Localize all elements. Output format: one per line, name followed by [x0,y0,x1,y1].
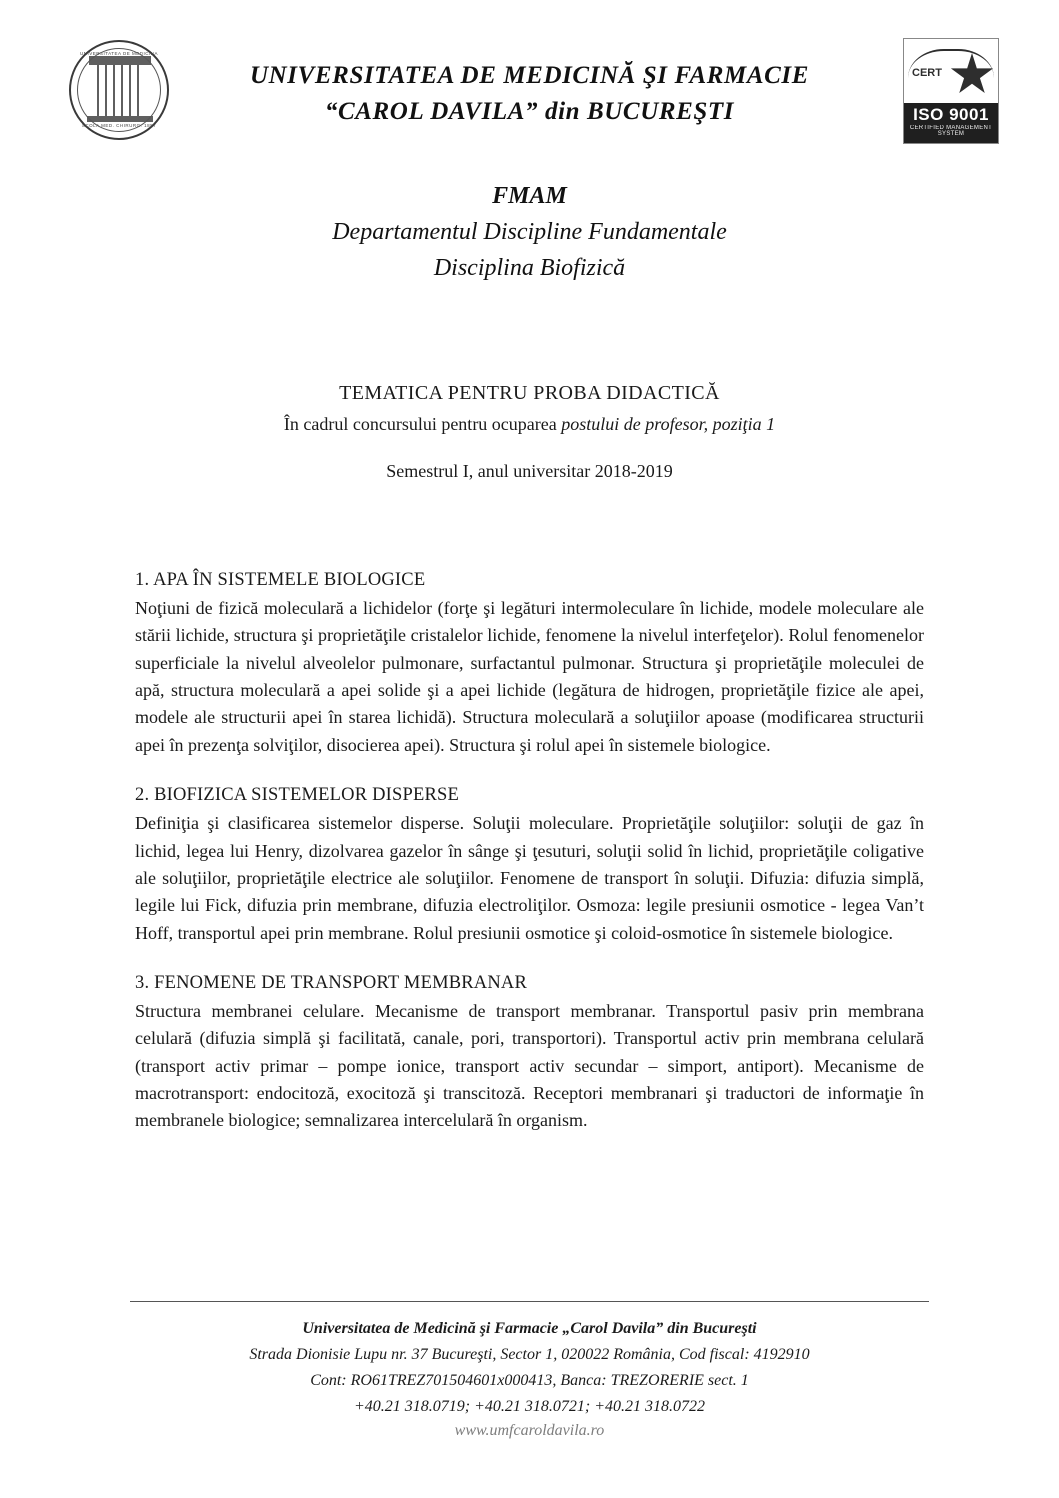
section-3 [135,973,924,1135]
content-body [60,570,999,1135]
document-header [60,34,999,146]
cert-mark [904,45,998,107]
seal-text-bottom: SCOLA MED. CHIRURG. 1857 [81,123,157,128]
page-title: TEMATICA PENTRU PROBA DIDACTICĂ [339,382,720,404]
university-title [178,34,881,129]
section-1 [135,570,924,759]
footer-phones: +40.21 318.0719; +40.21 318.0721; +40.21 318.0722 [353,1398,706,1416]
seal-text-top: UNIVERSITATEA DE MEDICINA [79,51,159,56]
section-3-title: 3. FENOMENE DE TRANSPORT MEMBRANAR [135,972,528,993]
subject-block [60,382,999,482]
seal-building-icon [91,64,149,116]
footer-university: Universitatea de Medicină şi Farmacie „Carol Davila” din Bucureşti [302,1320,757,1338]
department-name: Departamentul Discipline Fundamentale [332,219,727,245]
university-seal-container [60,34,178,140]
section-1-body: Noţiuni de fizică moleculară a lichidelor (forţe şi legături intermoleculare în lichide, modele moleculare ale stării lichide, structura şi proprietăţile cristalelor lichide, fenomene la nivelul interfeţelor). Rolul fenomenelor superficiale la nivelul alveolelor pulmonare, surfactantul pulmonar. Structura şi proprietăţile moleculei de apă, structura moleculară a apei solide şi a apei lichide (legătura de hidrogen, proprietăţile fizice ale apei, modele ale structurii apei în starea lichidă). Structura moleculară a soluţiilor apoase (modificarea structurii apei în prezenţa solviţilor, disocierea apei). Structura şi rolul apei în sistemele biologice. [135,598,924,755]
subject-subtitle-position: postului de profesor, poziţia 1 [561,414,776,434]
university-seal-icon [69,40,169,140]
section-2 [135,785,924,947]
subject-subtitle [60,414,999,435]
iso-standard-label: ISO 9001 [913,105,989,124]
faculty-abbrev: FMAM [492,183,567,209]
document-footer [60,1301,999,1440]
university-title-line2: “CAROL DAVILA” din BUCUREŞTI [324,97,735,125]
iso-sub-label: CERTIFIED MANAGEMENT SYSTEM [909,124,993,137]
department-block [60,178,999,286]
university-title-line1: UNIVERSITATEA DE MEDICINĂ ŞI FARMACIE [249,62,810,89]
footer-account: Cont: RO61TREZ701504601x000413, Banca: TREZORERIE sect. 1 [310,1372,749,1390]
semester-line: Semestrul I, anul universitar 2018-2019 [386,461,673,481]
subject-subtitle-prefix: În cadrul concursului pentru ocuparea [283,414,562,434]
section-3-body: Structura membranei celulare. Mecanisme de transport membranar. Transportul pasiv prin membrana celulară (difuzia simplă şi facilitată, canale, pori, transportori). Transportul activ prin membrana celulară (transport activ primar – pompe ionice, transport activ secundar – simport, antiport). Mecanisme de macrotransport: endocitoză, exocitoză şi transcitoză. Receptori membranari şi traductori de informaţie în membranele biologice; semnalizarea intercelulară în organism. [135,1000,924,1131]
cert-band [904,103,998,143]
discipline-name: Disciplina Biofizică [433,255,626,281]
section-1-title: 1. APA ÎN SISTEMELE BIOLOGICE [135,570,426,590]
section-2-title: 2. BIOFIZICA SISTEMELOR DISPERSE [135,785,460,806]
cert-abbr-label: CERT [912,67,942,79]
section-2-body: Definiţia şi clasificarea sistemelor disperse. Soluţii moleculare. Proprietăţile soluţiilor: soluţii de gaz în lichid, legea lui Henry, dizolvarea gazelor în sânge şi ţesuturi, soluţii solid în lichid, proprietăţile coligative ale soluţiilor, proprietăţile electrice ale soluţiilor. Fenomene de transport în soluţii. Difuzia: difuzia simplă, legile lui Fick, difuzia prin membrane, difuzia electroliţilor. Osmoza: legile presiunii osmotice - legea Van’t Hoff, transportul apei prin membrane. Rolul presiunii osmotice şi coloid-osmotice în sistemele biologice. [135,813,924,943]
footer-website[interactable]: www.umfcaroldavila.ro [454,1422,605,1439]
certification-logo-container [881,34,999,144]
iso-certification-icon [903,38,999,144]
footer-divider [130,1301,929,1302]
footer-address: Strada Dionisie Lupu nr. 37 Bucureşti, Sector 1, 020022 România, Cod fiscal: 4192910 [249,1346,810,1364]
